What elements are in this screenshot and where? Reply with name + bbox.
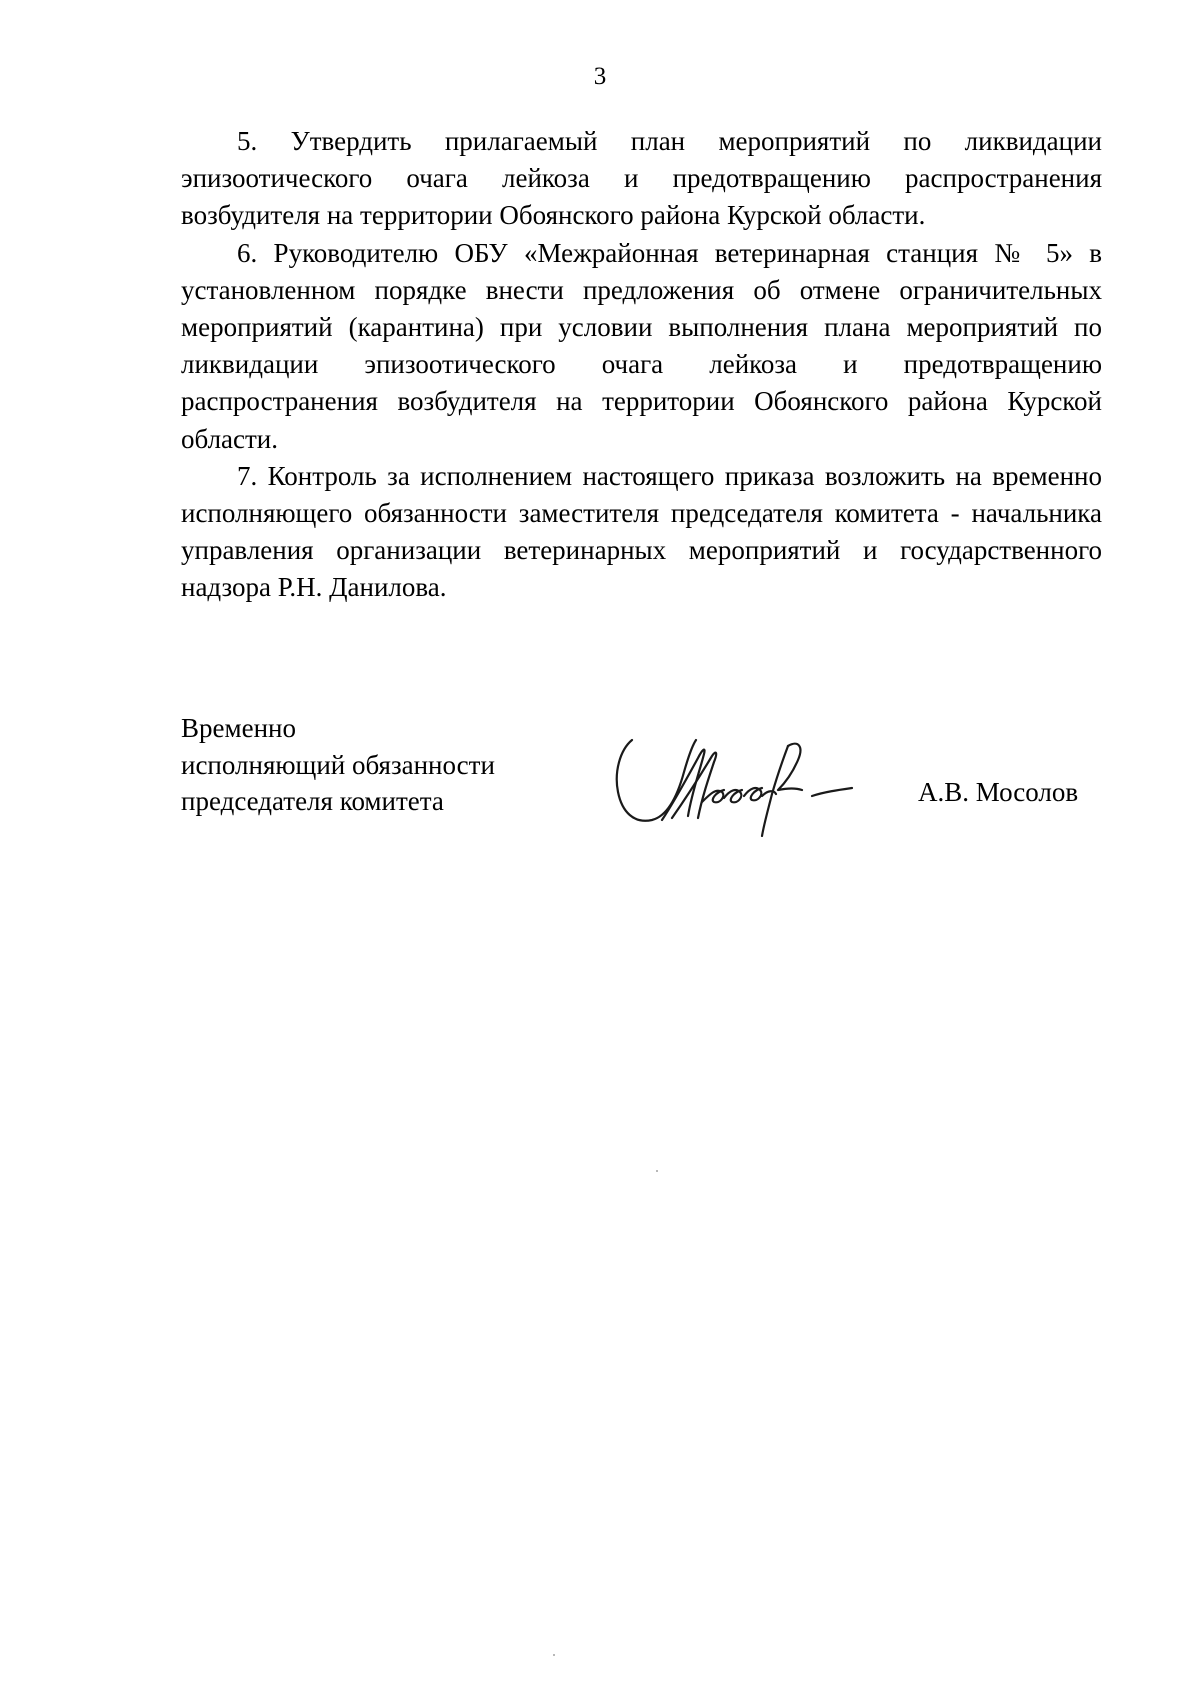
signer-position-line-2: исполняющий обязанности	[181, 749, 495, 780]
signer-name: А.В. Мосолов	[918, 777, 1079, 807]
paragraph-5: 5. Утвердить прилагаемый план мероприятий по ликвидации эпизоотического очага лейкоза и предотвращению распространения возбудителя на территории Обоянского района Курской области.	[181, 126, 1102, 231]
signer-position	[181, 710, 541, 820]
handwritten-signature	[612, 732, 882, 837]
paragraph-6: 6. Руководителю ОБУ «Межрайонная ветеринарная станция № 5» в установленном порядке внести предложения об отмене ограничительных мероприятий (карантина) при условии выполнения плана мероприятий по ликвидации эпизоотического очага лейкоза и предотвращению распространения возбудителя на территории Обоянского района Курской области.	[181, 237, 1102, 454]
order-body	[181, 123, 1102, 607]
page-number: 3	[593, 63, 607, 90]
signer-position-line-3: председателя комитета	[181, 786, 444, 816]
signer-position-line-1: Временно	[181, 713, 296, 743]
scan-speck	[656, 1170, 658, 1172]
paragraph-7: 7. Контроль за исполнением настоящего приказа возложить на временно исполняющего обязанности заместителя председателя комитета - начальника управления организации ветеринарных мероприятий и государственного надзора Р.Н. Данилова.	[181, 460, 1102, 603]
scan-speck	[553, 1654, 555, 1656]
